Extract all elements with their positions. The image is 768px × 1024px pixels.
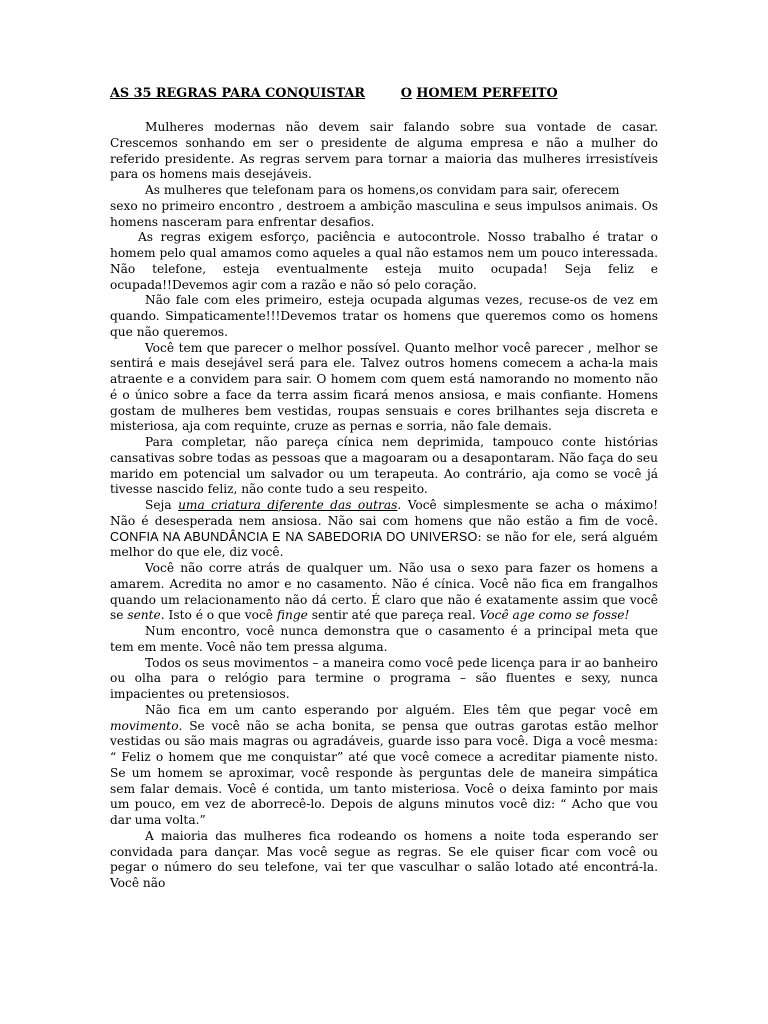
p11-text-c: . Se você não se acha bonita, se pensa que outras garotas estão melhor vestidas ou são mais magras ou agradáveis, guarde isso para você. Diga a você mesma: “ Feliz o homem que me conquistar” até que você comece a acreditar piamente nisto. Se um homem se aproximar, você responde às perguntas dele de maneira simpática sem falar demais. Você é contida, um tanto misteriosa. Você o deixa faminto por mais um pouco, em vez de aborrecê-lo. Depois de alguns minutos você diz: “ Acho que vou dar uma volta.” [110,718,658,827]
paragraph-5: Você tem que parecer o melhor possível. Quanto melhor você parecer , melhor se sentirá e mais desejável será para ele. Talvez outros homens comecem a acha-la mais atraente e a convidem para sair. O homem com quem está namorando no momento não é o único sobre a face da terra assim ficará menos ansiosa, e mais confiante. Homens gostam de mulheres bem vestidas, roupas sensuais e cores brilhantes seja discreta e misteriosa, aja com requinte, cruze as pernas e sorria, não fale demais. [110,340,658,434]
p11-text-a: Não fica em um canto esperando por alguém. Eles têm que pegar você em [145,702,658,717]
p8-text-e: sentir até que pareça real. [307,608,480,623]
document-title [110,86,658,101]
paragraph-10: Todos os seus movimentos – a maneira como você pede licença para ir ao banheiro ou olha para o relógio para termine o programa – são fluentes e sexy, nunca impacientes ou pretensiosos. [110,655,658,701]
p8-text-a: Você não corre atrás de qualquer um. Não usa o sexo para fazer os homens a amarem. Acredita no amor e no casamento. Não é cínica. Você não fica em frangalhos quando um relacionamento não dá certo. É claro que não é exatamente assim que você se [110,561,658,623]
paragraph-8 [110,561,658,624]
document-body [110,120,658,892]
p7-caps-statement: CONFIA NA ABUNDÂNCIA E NA SABEDORIA DO UNIVERSO [110,529,478,544]
paragraph-7 [110,498,658,561]
paragraph-1: Mulheres modernas não devem sair falando sobre sua vontade de casar. Crescemos sonhando em ser o presidente de alguma empresa e não a mulher do referido presidente. As regras servem para tornar a maioria das mulheres irresistíveis para os homens mais desejáveis. [110,120,658,182]
paragraph-9: Num encontro, você nunca demonstra que o casamento é a principal meta que tem em mente. Você não tem pressa alguma. [110,624,658,654]
paragraph-3: As regras exigem esforço, paciência e autocontrole. Nosso trabalho é tratar o homem pelo qual amamos como aqueles a qual não estamos nem um pouco interessada. Não telefone, esteja eventualmente esteja muito ocupada! Seja feliz e ocupada!!Devemos agir com a razão e não só pelo coração. [110,230,658,292]
p8-emphasis-closing: Você age como se fosse! [479,608,630,623]
title-part-3: HOMEM PERFEITO [416,86,558,101]
paragraph-12: A maioria das mulheres fica rodeando os homens a noite toda esperando ser convidada para dançar. Mas você segue as regras. Se ele quiser ficar com você ou pegar o número do seu telefone, vai ter que vasculhar o salão lotado até encontrá-la. Você não [110,828,658,890]
title-gap [365,86,401,101]
paragraph-2-line-1: As mulheres que telefonam para os homens,os convidam para sair, oferecem [145,183,620,197]
paragraph-2-continued: sexo no primeiro encontro , destroem a ambição masculina e seus impulsos animais. Os homens nasceram para enfrentar desafios. [110,198,658,229]
p11-emphasis-movimento: movimento [110,718,179,733]
title-part-2: O [400,86,412,101]
p7-text-e: : se não for ele, será alguém melhor do que ele, diz você. [110,529,658,560]
p7-text-c: . Você simplesmente se acha o máximo! Não é desesperada nem ansiosa. Não sai com homens que não estão a fim de você. [110,498,659,528]
paragraph-11 [110,703,658,829]
p8-text-c: . Isto é o que você [160,608,277,623]
title-part-1: AS 35 REGRAS PARA CONQUISTAR [110,86,366,101]
p7-text-a: Seja [145,498,179,512]
p8-emphasis-finge: finge [276,608,308,623]
paragraph-6: Para completar, não pareça cínica nem deprimida, tampouco conte histórias cansativas sobre todas as pessoas que a magoaram ou a desapontaram. Não faça do seu marido em potencial um salvador ou um terapeuta. Ao contrário, aja como se você já tivesse nascido feliz, não conte tudo a seu respeito. [110,435,658,497]
p8-emphasis-sente: sente [127,608,161,623]
p7-emphasis-underlined: uma criatura diferente das outras [178,498,398,512]
paragraph-4: Não fale com eles primeiro, esteja ocupada algumas vezes, recuse-os de vez em quando. Simpaticamente!!!Devemos tratar os homens que queremos como os homens que não queremos. [110,293,658,339]
